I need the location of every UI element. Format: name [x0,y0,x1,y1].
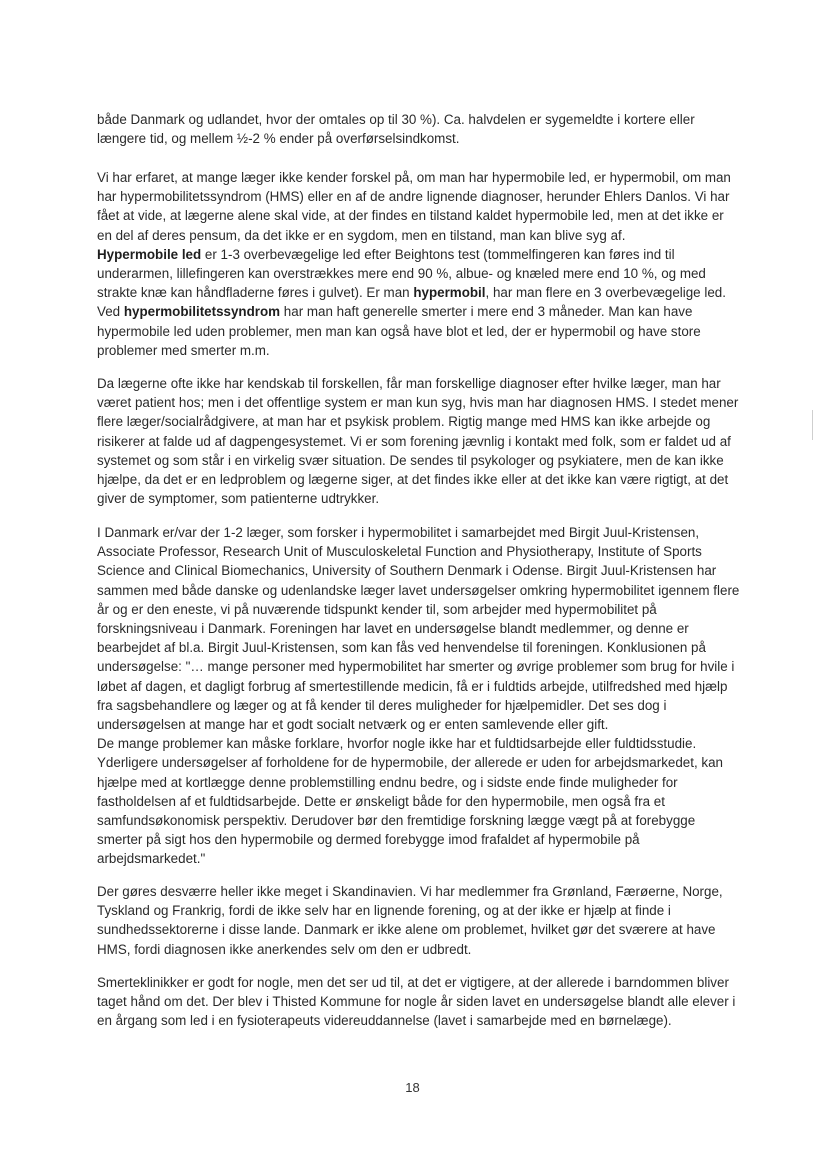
term-hypermobile-led: Hypermobile led [97,246,202,262]
scan-edge-mark [812,410,813,440]
page-number: 18 [405,1080,420,1095]
paragraph-6 [97,973,742,1031]
paragraph-1 [97,110,742,148]
sentence: De mange problemer kan måske forklare, hvorfor nogle ikke har et fuldtidsarbejde eller fuldtidsstudie. Yderligere undersøgelser af forholdene for de hypermobile, der allerede er uden for arbejdsmarkedet, kan hjælpe med at kortlægge denne problemstilling endnu bedre, og i sidste ende finde muligheder for fastholdelsen af et fuldtidsarbejde. Dette er ønskeligt både for den hypermobile, men også fra et samfundsøkonomisk perspektiv. Derudover bør den fremtidige forskning lægge vægt på at forebygge smerter på sigt hos den hypermobile og dermed forebygge imod frafaldet af hypermobile på arbejdsmarkedet." [97,736,723,867]
term-hypermobilitetssyndrom: hypermobilitetssyndrom [123,304,281,320]
sentence: Vi har erfaret, at mange læger ikke kender forskel på, om man har hypermobile led, er hypermobil, om man har hypermobilitetssyndrom (HMS) eller en af de andre lignende diagnoser, herunder Ehlers Danlos. Vi har fået at vide, at lægerne alene skal vide, at der findes en tilstand kaldet hypermobile led, men at det ikke er en del af deres pensum, da det ikke er en sygdom, men en tilstand, man kan blive syg af. [97,170,731,243]
paragraph-text: både Danmark og udlandet, hvor der omtales op til 30 %). Ca. halvdelen er sygemeldte i kortere eller længere tid, og mellem ½-2 % ender på overførselsindkomst. [97,112,695,147]
sentence: har man haft generelle smerter i mere end 3 måneder. Man kan have hypermobile led uden problemer, men man kan også have blot et led, der er hypermobil og have store problemer med smerter m.m. [97,304,701,358]
sentence: , har man flere en 3 overbevægelige led. [485,285,726,301]
paragraph-4 [97,523,742,869]
paragraph-text [97,523,742,869]
term-hypermobil: hypermobil [413,285,486,301]
paragraph-5 [97,882,742,959]
paragraph-2 [97,168,742,360]
paragraph-3 [97,374,742,508]
sentence: er 1-3 overbevægelige led efter Beightons test (tommelfingeren kan føres ind til underarmen, lillefingeren kan overstrækkes mere end 90 %, albue- og knæled mere end 10 %, og med strakte knæ kan håndfladerne føres i gulvet). Er man [97,246,706,301]
sentence: I Danmark er/var der 1-2 læger, som forsker i hypermobilitet i samarbejdet med Birgit Juul-Kristensen, Associate Professor, Research Unit of Musculoskeletal Function and Physiotherapy, Institute of Sports Science and Clinical Biomechanics, University of Southern Denmark i Odense. Birgit Juul-Kristensen har sammen med både danske og udenlandske læger lavet undersøgelser omkring hypermobilitet igennem flere år og er den eneste, vi på nuværende tidspunkt kender til, som arbejder med hypermobilitet på forskningsniveau i Danmark. Foreningen har lavet en undersøgelse blandt medlemmer, og denne er bearbejdet af bl.a. Birgit Juul-Kristensen, som kan fås ved henvendelse til foreningen. Konklusionen på undersøgelse: "… mange personer med hypermobilitet har smerter og øvrige problemer som brug for hvile i løbet af dagen, et dagligt forbrug af smertestillende medicin, få er i fuldtids arbejde, utilfredshed med hjælp fra sagsbehandlere og læger og at få kender til deres muligheder for hjælpemidler. Det ses dog i undersøgelsen at mange har et godt socialt netværk og er enten samlevende eller gift. [97,525,740,733]
paragraph-text [97,168,742,360]
sentence: Ved [97,304,124,320]
paragraph-text: Smerteklinikker er godt for nogle, men det ser ud til, at det er vigtigere, at der allerede i barndommen bliver taget hånd om det. Der blev i Thisted Kommune for nogle år siden lavet en undersøgelse blandt alle elever i en årgang som led i en fysioterapeuts videreuddannelse (lavet i samarbejde med en børnelæge). [97,975,736,1029]
paragraph-text: Der gøres desværre heller ikke meget i Skandinavien. Vi har medlemmer fra Grønland, Færøerne, Norge, Tyskland og Frankrig, fordi de ikke selv har en lignende forening, og at der ikke er hjælp at finde i sundhedssektorerne i disse lande. Danmark er ikke alene om problemet, hvilket gør det sværere at have HMS, fordi diagnosen ikke anerkendes selv om den er udbredt. [97,884,723,957]
paragraph-text: Da lægerne ofte ikke har kendskab til forskellen, får man forskellige diagnoser efter hvilke læger, man har været patient hos; men i det offentlige system er man kun syg, hvis man har diagnosen HMS. I stedet mener flere læger/socialrådgivere, at man har et psykisk problem. Rigtig mange med HMS kan ikke arbejde og risikerer at falde ud af dagpengesystemet. Vi er som forening jævnlig i kontakt med folk, som er faldet ud af systemet og som står i en virkelig svær situation. De sendes til psykologer og psykiatere, men de kan ikke hjælpe, da det er en ledproblem og lægerne siger, at det findes ikke eller at det ikke kan være rigtigt, at det giver de symptomer, som patienterne udtrykker. [97,376,739,507]
